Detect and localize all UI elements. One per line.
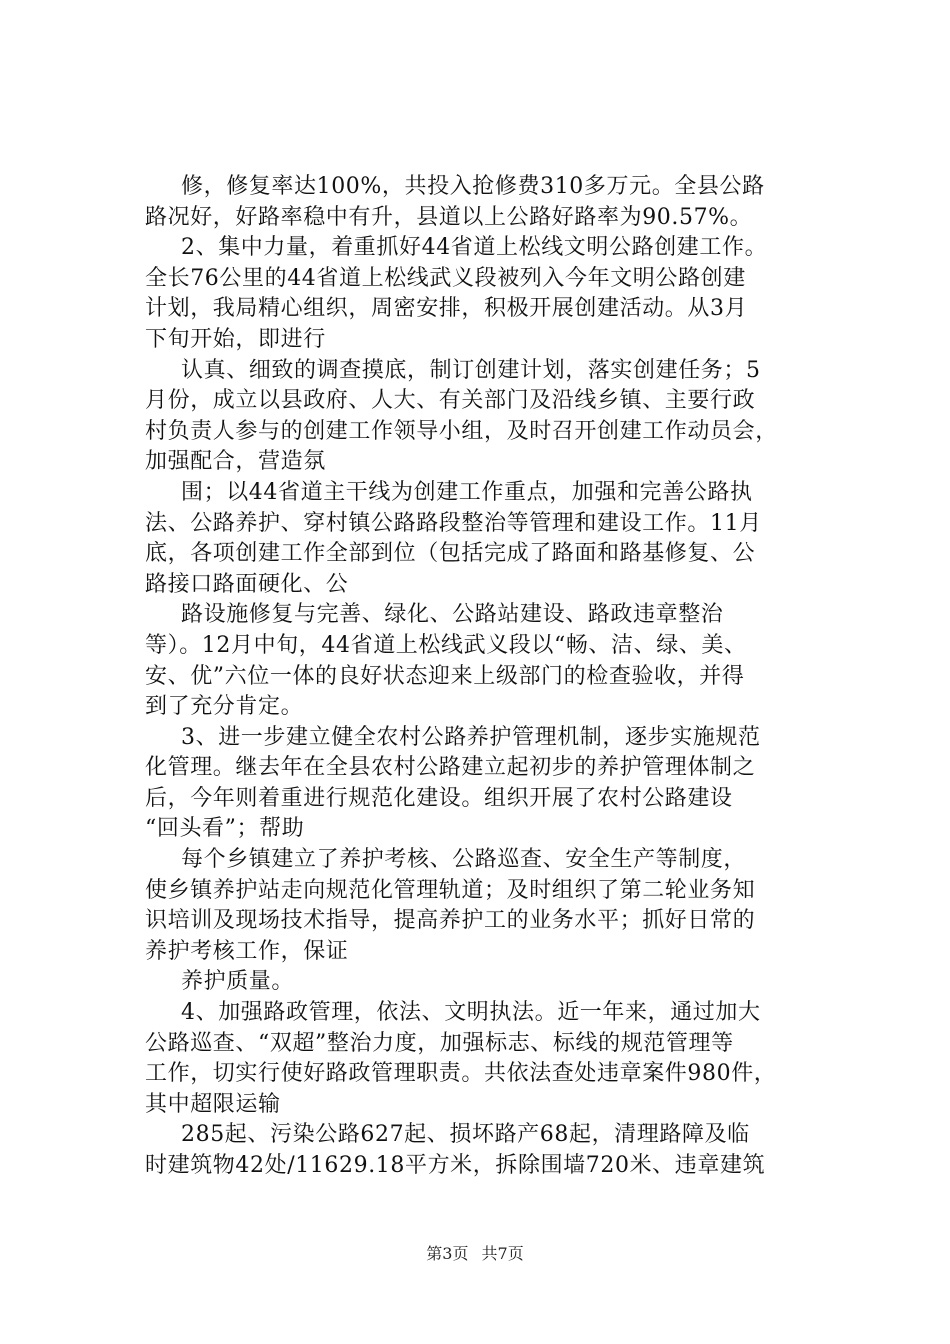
text-line: 公路巡查、“双超”整治力度，加强标志、标线的规范管理等 xyxy=(145,1030,734,1056)
text-line: 加强配合，营造氛 xyxy=(145,449,326,475)
text-line: 化管理。继去年在全县农村公路建立起初步的养护管理体制之 xyxy=(145,755,756,781)
text-line: 认真、细致的调查摸底，制订创建计划，落实创建任务；5 xyxy=(181,357,761,383)
page-total: 共7页 xyxy=(481,1244,524,1263)
text-line: 计划，我局精心组织，周密安排，积极开展创建活动。从3月 xyxy=(145,296,748,322)
text-line: 其中超限运输 xyxy=(145,1091,281,1117)
text-line: 围；以44省道主干线为创建工作重点，加强和完善公路执 xyxy=(181,479,753,505)
text-line: 识培训及现场技术指导，提高养护工的业务水平；抓好日常的 xyxy=(145,908,756,934)
text-line: 下旬开始，即进行 xyxy=(145,326,326,352)
text-line: 修，修复率达100%，共投入抢修费310多万元。全县公路 xyxy=(181,174,765,199)
text-line: 3、进一步建立健全农村公路养护管理机制，逐步实施规范 xyxy=(181,724,761,750)
text-line: 路况好，好路率稳中有升，县道以上公路好路率为90.57%。 xyxy=(145,204,753,230)
text-line: 2、集中力量，着重抓好44省道上松线文明公路创建工作。 xyxy=(181,235,768,261)
page-footer xyxy=(0,1244,950,1264)
text-line: 到了充分肯定。 xyxy=(145,694,304,720)
text-line: 每个乡镇建立了养护考核、公路巡查、安全生产等制度， xyxy=(181,847,747,873)
text-line: 养护考核工作，保证 xyxy=(145,938,349,964)
text-line: 底，各项创建工作全部到位（包括完成了路面和路基修复、公 xyxy=(145,541,756,567)
text-line: 等）。12月中旬，44省道上松线武义段以“畅、洁、绿、美、 xyxy=(145,632,747,658)
text-line: 村负责人参与的创建工作领导小组，及时召开创建工作动员会， xyxy=(145,418,778,444)
text-line: 后，今年则着重进行规范化建设。组织开展了农村公路建设 xyxy=(145,785,733,811)
text-line: 月份，成立以县政府、人大、有关部门及沿线乡镇、主要行政 xyxy=(145,388,756,414)
text-line: 法、公路养护、穿村镇公路路段整治等管理和建设工作。11月 xyxy=(145,510,762,536)
text-line: 路设施修复与完善、绿化、公路站建设、路政违章整治 xyxy=(181,602,724,628)
page-number: 第3页 xyxy=(426,1244,469,1263)
text-line: 全长76公里的44省道上松线武义段被列入今年文明公路创建 xyxy=(145,265,746,291)
text-line: 工作，切实行使好路政管理职责。共依法查处违章案件980件， xyxy=(145,1061,777,1087)
text-line: 养护质量。 xyxy=(181,969,295,995)
document-body xyxy=(145,172,815,1182)
text-line: 4、加强路政管理，依法、文明执法。近一年来，通过加大 xyxy=(181,1000,761,1026)
text-line: 285起、污染公路627起、损坏路产68起，清理路障及临 xyxy=(181,1122,750,1148)
text-line: 使乡镇养护站走向规范化管理轨道；及时组织了第二轮业务知 xyxy=(145,877,756,903)
text-line: 时建筑物42处/11629.18平方米，拆除围墙720米、违章建筑 xyxy=(145,1153,766,1178)
text-line: 路接口路面硬化、公 xyxy=(145,571,349,597)
text-line: 安、优”六位一体的良好状态迎来上级部门的检查验收，并得 xyxy=(145,663,745,689)
text-line: “回头看”；帮助 xyxy=(145,816,305,842)
